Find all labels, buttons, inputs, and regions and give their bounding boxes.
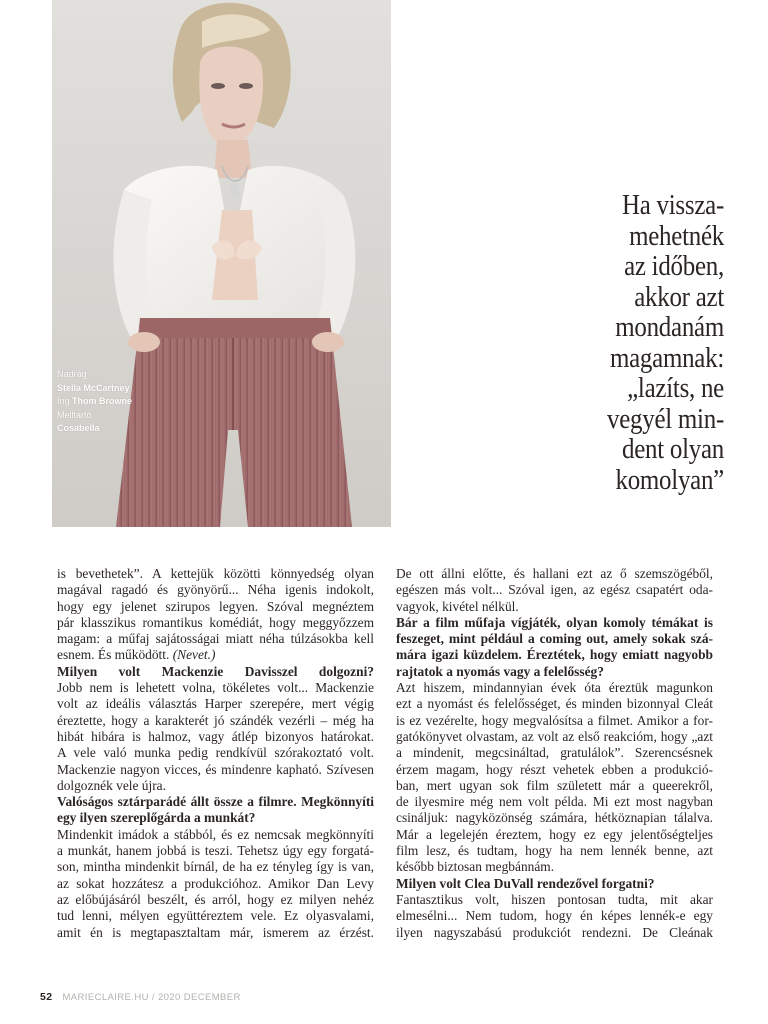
article-text-line <box>396 827 713 843</box>
article-text-line <box>57 778 374 794</box>
cover-photo <box>52 0 391 527</box>
line-text: az előbújásáról beszélt, és arról, hogy ez milyen nehéz <box>57 891 374 907</box>
article-text-line <box>57 908 374 924</box>
pull-quote-line: „lazíts, ne <box>627 372 724 404</box>
article-text-line <box>57 729 374 745</box>
line-text: son, mintha mindenkit bírnál, de ha ez tényleg így is van, <box>57 859 374 875</box>
pull-quote-line: akkor azt <box>634 280 724 313</box>
line-text: Azt hiszem, mindannyian évek óta éreztük magunkon <box>396 680 713 696</box>
line-text: rajtatok a nyomás vagy a felelősség? <box>396 663 604 679</box>
line-text: a munkát, hanem jobbá is teszi. Tehetsz úgy egy forgatá- <box>57 843 374 859</box>
line-text: tud lenni, mélyen együttéreztem vele. Ez olyasvalami, <box>57 908 374 924</box>
pull-quote-line: az időben, <box>624 250 724 282</box>
photo-credits <box>57 368 132 436</box>
line-text: Fantasztikus volt, hiszen pontosan tudta, mit akar <box>396 891 713 907</box>
pull-quote-line: Ha vissza- <box>622 189 724 221</box>
interview-question-line <box>396 664 713 680</box>
article-text-line <box>57 599 374 615</box>
interview-question-line <box>57 664 374 680</box>
interview-question-line <box>57 794 374 810</box>
article-text-line <box>57 631 374 647</box>
page-footer <box>40 991 241 1003</box>
line-text: egy ilyen szereplőgárda a munkát? <box>57 810 256 826</box>
line-text: elmesélni... Nem tudom, hogy én képes lennék-e egy <box>396 908 713 924</box>
article-text-line <box>396 762 713 778</box>
credit-name: Cosabella <box>57 423 100 433</box>
article-text-line <box>396 582 713 598</box>
pull-quote-line: vegyél min- <box>607 402 724 435</box>
interview-question-line <box>396 615 713 631</box>
credit-label: Nadrág <box>57 369 87 379</box>
article-text-line <box>57 696 374 712</box>
article-text-line <box>57 892 374 908</box>
line-text: Mindenkit imádok a stábból, és ez nemcsak megkönnyíti <box>57 826 374 842</box>
line-text: Már a legelején éreztem, hogy ez egy jelentőségteljes <box>396 826 713 842</box>
line-text: hibát hibára is halmoz, vagy átlép bizonyos határokat. <box>57 728 374 744</box>
line-text: Milyen volt Mackenzie Davisszel dolgozni? <box>57 663 374 679</box>
article-text-line <box>396 680 713 696</box>
pull-quote <box>506 190 724 495</box>
portrait-illustration <box>52 0 391 527</box>
article-text-line <box>57 615 374 631</box>
article-column-right <box>396 566 713 941</box>
line-text: volt az ideális választás Harper szerepére, mert végig <box>57 696 374 712</box>
article-text-line <box>396 908 713 924</box>
line-text: hogy egy jelenet szirupos legyen. Szóval megnéztem <box>57 598 374 614</box>
credit-name: Stella McCartney <box>57 382 130 393</box>
article-text-line <box>396 599 713 615</box>
article-text-line <box>396 713 713 729</box>
article-text-line <box>57 876 374 892</box>
line-text: ezt a nyomást és felelősséget, és minden bizonnyal Cleát <box>396 696 713 712</box>
interview-question-line <box>396 647 713 663</box>
article-text-line <box>396 859 713 875</box>
line-text: ban, mert ugyan sok film született már a queerekről, <box>396 777 713 793</box>
line-text: magam: a műfaj sajátosságai miatt néha túlzásokba kell <box>57 631 374 647</box>
line-text: De ott állni előtte, és hallani ezt az ő szemszögéből, <box>396 566 713 581</box>
line-text: pár klasszikus romantikus komédiát, hogy meggyőzzem <box>57 614 374 630</box>
article-text-line <box>396 892 713 908</box>
article-text-line <box>396 810 713 826</box>
pull-quote-line: komolyan” <box>615 463 724 496</box>
line-text: amit én is megtapasztaltam már, ismerem az érzést. <box>57 924 374 940</box>
interview-question-line <box>396 876 713 892</box>
article-text-line <box>57 843 374 859</box>
article-text-line <box>396 925 713 941</box>
line-text: gatókönyvet olvastam, az volt az első reakcióm, hogy „azt <box>396 728 713 744</box>
line-text: ilyen nagyszabású produkciót rendezni. De Cleának <box>396 924 713 940</box>
article-text-line <box>396 794 713 810</box>
article-text-line <box>396 696 713 712</box>
line-text: Valóságos sztárparádé állt össze a filmre. Megkönnyíti <box>57 794 374 810</box>
article-text-line <box>57 762 374 778</box>
line-text: éreztette, hogy a karakterét jó szándék vezérli – még ha <box>57 712 374 728</box>
line-text: A vele való munka pedig rendkívül szórakoztató volt. <box>57 745 374 761</box>
line-text: Jobb nem is lehetett volna, tökéletes volt... Mackenzie <box>57 680 374 696</box>
line-text: film lesz, és tudtam, hogy ha nem lennék benne, azt <box>396 843 713 859</box>
article-text-line <box>57 713 374 729</box>
line-text: magával ragadó és gyönyörű... Néha igenis indokolt, <box>57 582 374 598</box>
line-text: érzem magam, hogy részt vehetek ebben a produkció- <box>396 761 713 777</box>
article-text-line <box>396 778 713 794</box>
line-text: Bár a film műfaja vígjáték, olyan komoly témákat is <box>396 614 713 630</box>
article-text-line <box>57 566 374 582</box>
article-text-line <box>57 582 374 598</box>
credit-name: Thom Browne <box>72 396 133 406</box>
article-text-line <box>396 566 713 582</box>
article-text-line <box>396 729 713 745</box>
line-text: mára igazi küzdelem. Éreztétek, hogy emiatt nagyobb <box>396 647 713 663</box>
pull-quote-line: mondanám <box>615 311 724 343</box>
line-text: is ez vezérelte, hogy megvalósítsa a filmet. Amikor a for- <box>396 712 713 728</box>
line-text: egészen más volt... Szóval igen, az egész csapatért oda- <box>396 582 713 598</box>
line-text: a mindenit, megcsináltad, gratulálok”. Szerencsésnek <box>396 745 713 761</box>
line-text: esnem. És működött. <box>57 647 170 663</box>
line-italic-note: (Nevet.) <box>172 647 216 663</box>
article-text-line <box>57 859 374 875</box>
pull-quote-line: magamnak: <box>609 341 724 374</box>
article-text-line <box>396 843 713 859</box>
pull-quote-line: dent olyan <box>621 433 724 465</box>
interview-question-line <box>57 810 374 826</box>
line-text: később biztosan megbánnám. <box>396 859 555 875</box>
line-text: csináljuk: nagyközönség számára, hétköznapian tálalva. <box>396 810 713 826</box>
article-text-line <box>57 647 374 663</box>
line-text: feszeget, mint például a coming out, amely sokak szá- <box>396 631 713 647</box>
page-number: 52 <box>40 991 53 1003</box>
footer-publication: MARIECLAIRE.HU / 2020 DECEMBER <box>62 992 241 1003</box>
article-text-line <box>57 680 374 696</box>
article-text-line <box>396 745 713 761</box>
article-column-left <box>57 566 374 941</box>
line-text: is bevethetek”. A kettejük közötti könnyedség olyan <box>57 566 374 581</box>
line-text: dolgoznék vele újra. <box>57 777 166 793</box>
line-text: vagyok, kivétel nélkül. <box>396 598 519 614</box>
credit-label: Ing <box>57 396 70 406</box>
pull-quote-line: mehetnék <box>629 219 724 252</box>
article-text-line <box>57 827 374 843</box>
article-text-line <box>57 925 374 941</box>
line-text: Mackenzie nagyon vicces, és mindenre kapható. Szívesen <box>57 761 374 777</box>
line-text: Milyen volt Clea DuVall rendezővel forgatni? <box>396 875 655 891</box>
interview-question-line <box>396 631 713 647</box>
line-text: de ilyesmire még nem volt példa. Mi ezt most nagyban <box>396 794 713 810</box>
article-text-line <box>57 745 374 761</box>
line-text: az sokat hozzátesz a produkcióhoz. Amikor Dan Levy <box>57 875 374 891</box>
credit-label: Melltartó <box>57 409 92 420</box>
